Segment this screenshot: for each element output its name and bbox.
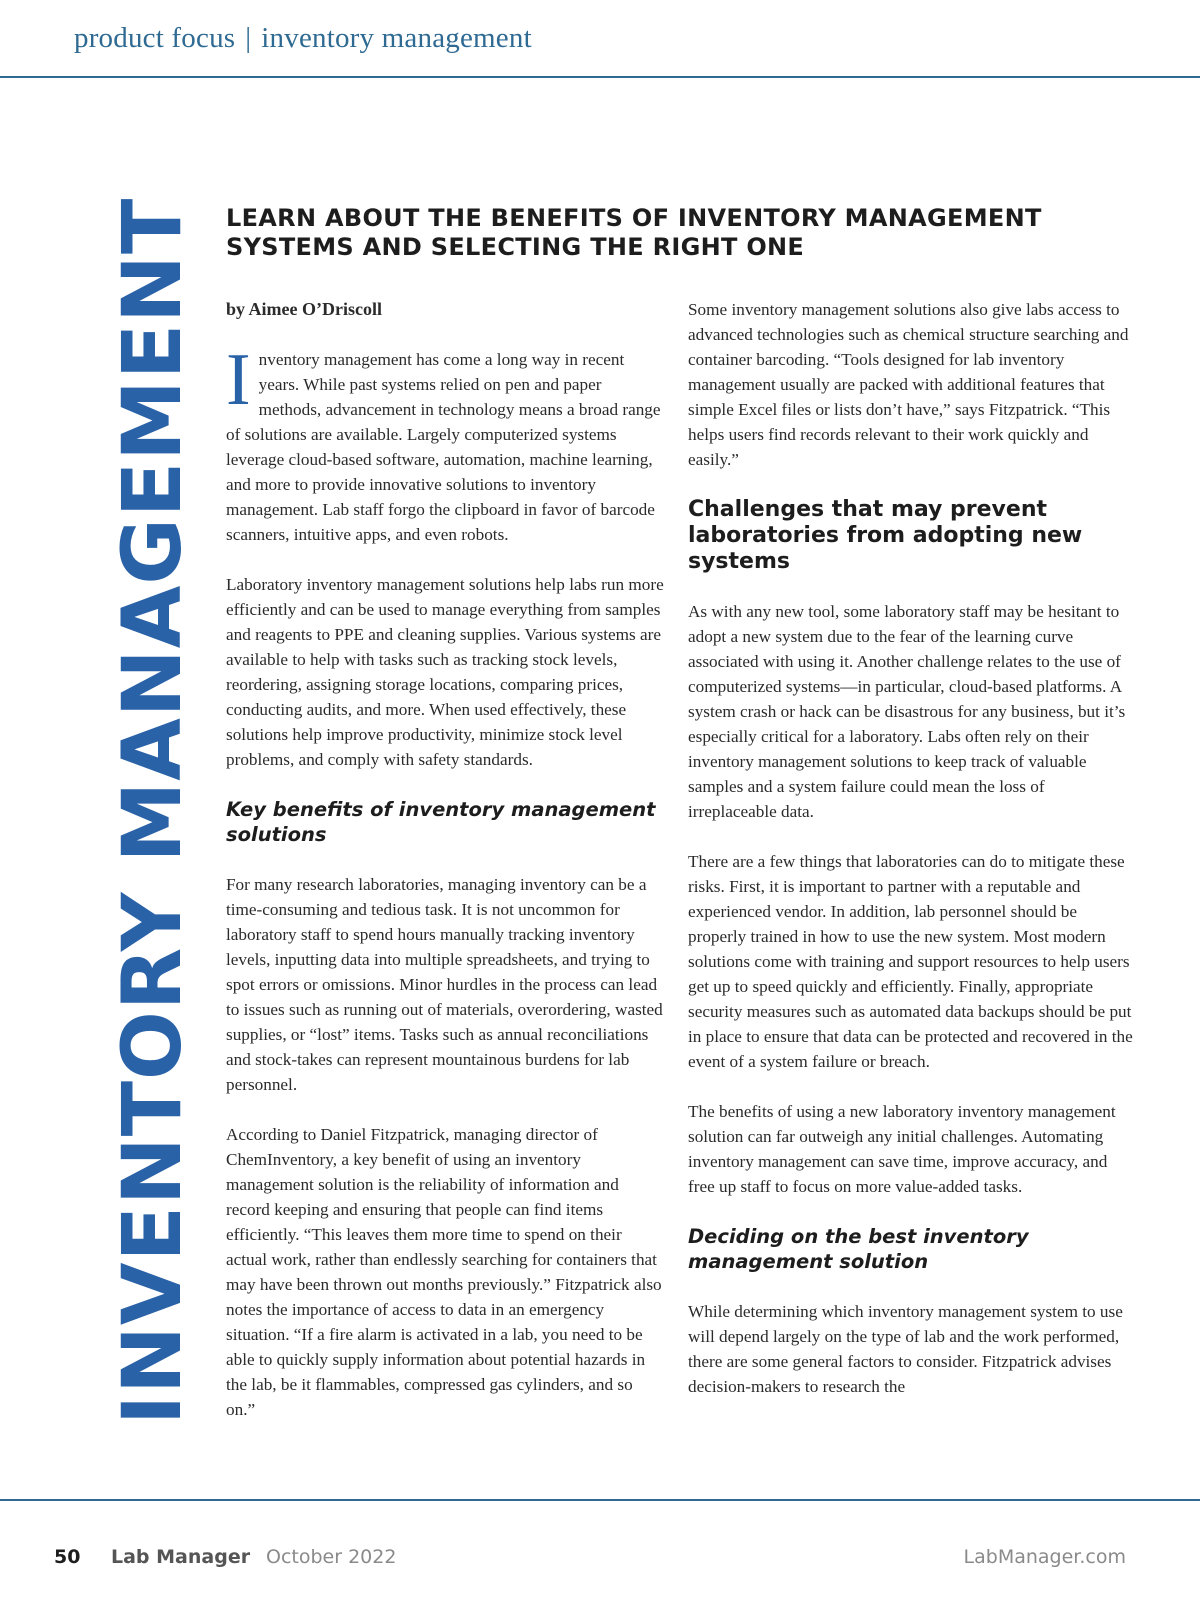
intro-paragraph xyxy=(226,339,666,547)
body-paragraph: While determining which inventory management system to use will depend largely on the type of lab and the work performed, there are some general factors to consider. Fitzpatrick advises decision-makers to research the xyxy=(688,1302,1123,1396)
body-paragraph: Some inventory management solutions also give labs access to advanced technologies such as chemical structure searching and container barcoding. “Tools designed for lab inventory management usually are packed with additional features that simple Excel files or lists don’t have,” says Fitzpatrick. “This helps users find records relevant to their work quickly and easily.” xyxy=(688,300,1129,469)
body-paragraph: There are a few things that laboratories can do to mitigate these risks. First, it is important to partner with a reputable and experienced vendor. In addition, lab personnel should be properly trained in how to use the new system. Most modern solutions come with training and support resources to help users get up to speed quickly and efficiently. Finally, appropriate security measures such as automated data backups should be put in place to ensure that data can be protected and recovered in the event of a system failure or breach. xyxy=(688,852,1133,1071)
intro-text: nventory management has come a long way in recent years. While past systems relied on pen and paper methods, advancement in technology means a broad range of solutions are available. Largely computerized systems leverage cloud-based software, automation, machine learning, and more to provide innovative solutions to inventory management. Lab staff forgo the clipboard in favor of barcode scanners, intuitive apps, and even robots. xyxy=(226,350,661,544)
byline: by Aimee O’Driscoll xyxy=(226,299,382,319)
page-number: 50 xyxy=(54,1546,81,1568)
magazine-name: Lab Manager xyxy=(111,1546,251,1568)
website-link[interactable]: LabManager.com xyxy=(963,1546,1126,1568)
subhead-challenges: Challenges that may prevent laboratories from adopting new systems xyxy=(688,497,1083,574)
body-paragraph: According to Daniel Fitzpatrick, managing director of ChemInventory, a key benefit of using an inventory management solution is the reliability of information and record keeping and ensuring that people can find items efficiently. “This leaves them more time to spend on their actual work, rather than endlessly searching for containers that may have been thrown out months previously.” Fitzpatrick also notes the importance of access to data in an emergency situation. “If a fire alarm is activated in a lab, you need to be able to quickly supply information about potential hazards in the lab, be it flammables, compressed gas cylinders, and so on.” xyxy=(226,1125,662,1419)
article-headline: LEARN ABOUT THE BENEFITS OF INVENTORY MANAGEMENT SYSTEMS AND SELECTING THE RIGHT ONE xyxy=(226,204,1042,261)
body-paragraph: For many research laboratories, managing inventory can be a time-consuming and tedious task. It is not uncommon for laboratory staff to spend hours manually tracking inventory levels, inputting data into multiple spreadsheets, and trying to spot errors or omissions. Minor hurdles in the process can lead to issues such as running out of materials, overordering, wasted supplies, or “lost” items. Tasks such as annual reconciliations and stock-takes can represent mountainous burdens for lab personnel. xyxy=(226,875,663,1094)
subhead-deciding: Deciding on the best inventory management solution xyxy=(688,1225,1029,1273)
subhead-key-benefits: Key benefits of inventory management solutions xyxy=(226,798,656,846)
drop-cap: I xyxy=(226,339,251,421)
body-paragraph: Laboratory inventory management solutions help labs run more efficiently and can be used to manage everything from samples and reagents to PPE and cleaning supplies. Various systems are available to help with tasks such as tracking stock levels, reordering, assigning storage locations, comparing prices, conducting audits, and more. When used effectively, these solutions help improve productivity, minimize stock level problems, and comply with safety standards. xyxy=(226,575,664,769)
vertical-section-title: INVENTORY MANAGEMENT xyxy=(106,197,200,1425)
page-header xyxy=(0,0,1200,78)
left-column xyxy=(226,297,666,1447)
issue-date: October 2022 xyxy=(266,1546,397,1568)
right-column xyxy=(688,297,1133,1424)
topic-label: inventory management xyxy=(261,22,532,54)
page-footer xyxy=(0,1499,1200,1615)
body-paragraph: The benefits of using a new laboratory inventory management solution can far outweigh any initial challenges. Automating inventory management can save time, improve accuracy, and free up staff to focus on more value-added tasks. xyxy=(688,1102,1116,1196)
body-paragraph: As with any new tool, some laboratory staff may be hesitant to adopt a new system due to the fear of the learning curve associated with using it. Another challenge relates to the use of computerized systems—in particular, cloud-based platforms. A system crash or hack can be disastrous for any business, but it’s especially critical for a laboratory. Labs often rely on their inventory management solutions to keep track of valuable samples and a system failure could mean the loss of irreplaceable data. xyxy=(688,602,1126,821)
header-separator: | xyxy=(245,22,252,54)
section-label: product focus xyxy=(74,22,236,54)
running-head xyxy=(74,22,532,55)
